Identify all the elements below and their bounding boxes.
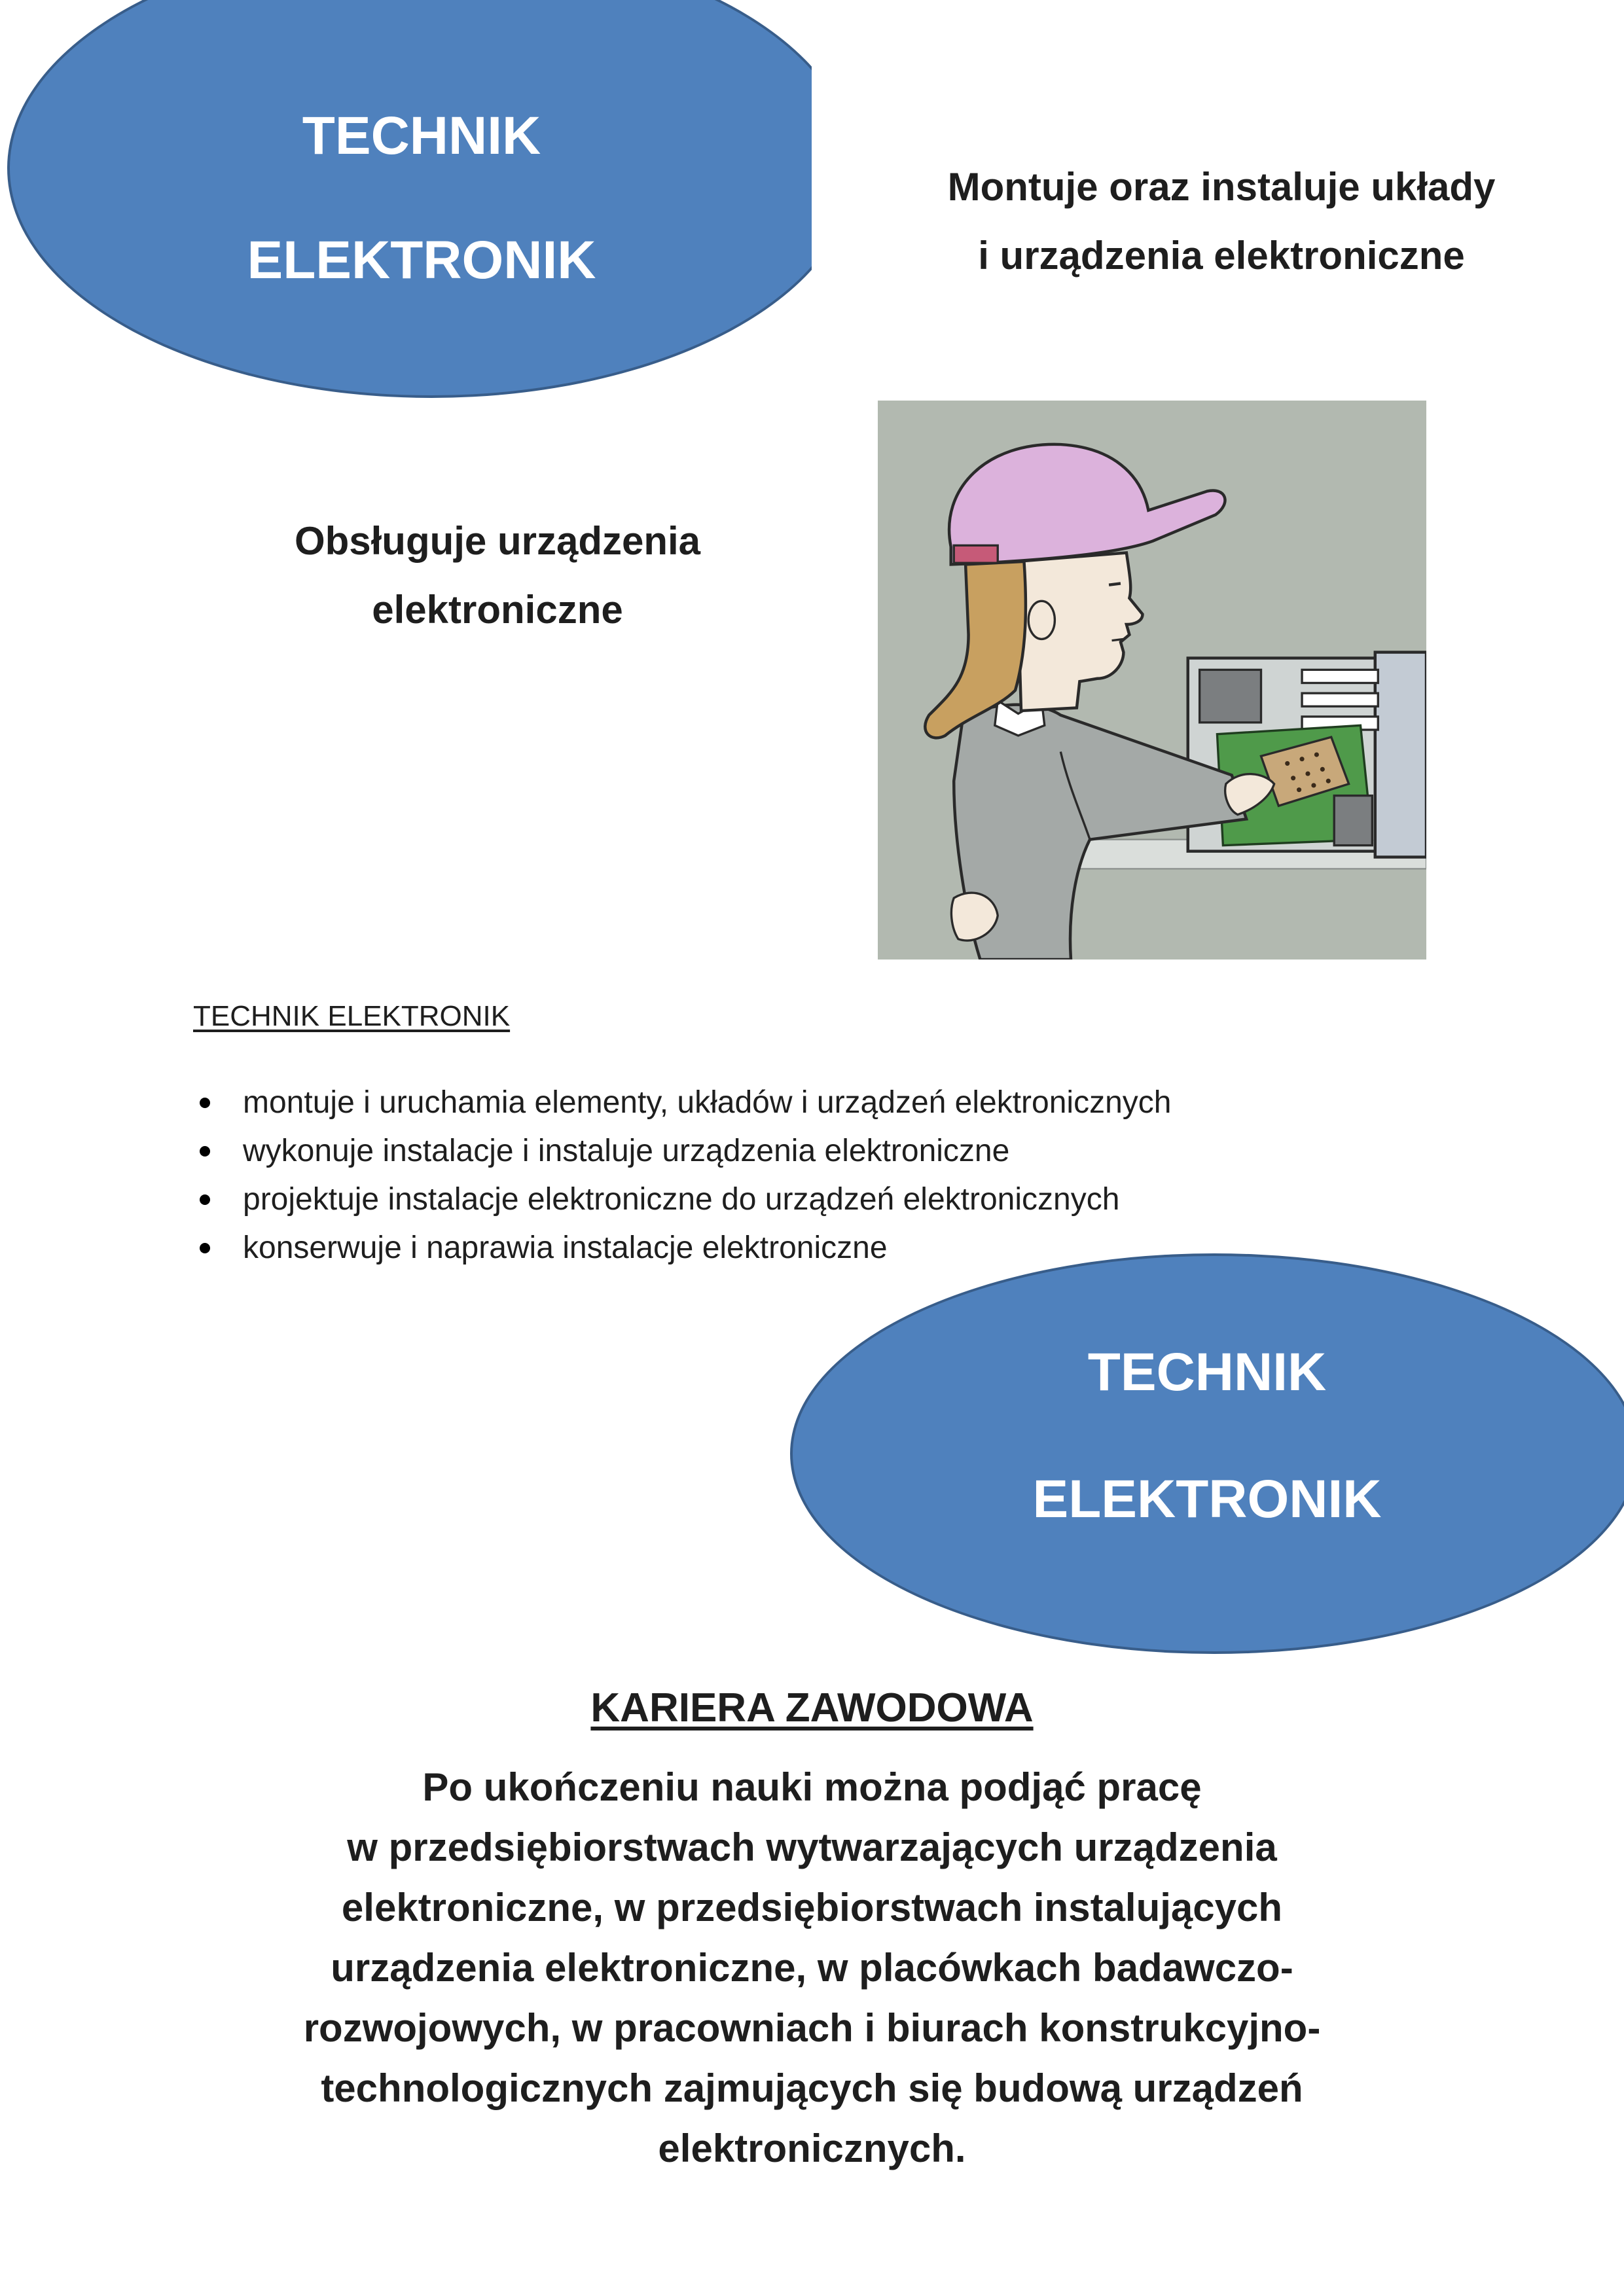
person-eye [1109, 583, 1121, 584]
career-heading [0, 1682, 1624, 1734]
career-line: elektroniczne, w przedsiębiorstwach instalujących [341, 1886, 1283, 1929]
list-item-text: konserwuje i naprawia instalacje elektroniczne [243, 1230, 888, 1265]
list-item-text: montuje i uruchamia elementy, układów i urządzeń elektronicznych [243, 1085, 1172, 1120]
person-ear [1028, 601, 1055, 639]
person-mouth [1112, 639, 1124, 640]
drive-bay [1302, 670, 1378, 683]
bullet-icon [200, 1194, 210, 1205]
bullet-icon [200, 1098, 210, 1108]
career-line: technologicznych zajmujących się budową urządzeń [321, 2066, 1303, 2110]
career-line: urządzenia elektroniczne, w placówkach badawczo- [331, 1946, 1293, 1990]
list-item-text: projektuje instalacje elektroniczne do urządzeń elektronicznych [243, 1182, 1120, 1217]
career-line: Po ukończeniu nauki można podjąć pracę [422, 1765, 1202, 1809]
header-badge [0, 0, 812, 419]
career-line: elektronicznych. [658, 2126, 966, 2170]
tagline-top-line1: Montuje oraz instaluje układy [947, 165, 1496, 209]
second-badge [772, 1237, 1624, 1669]
drive-block [1334, 796, 1372, 846]
header-badge-line1: TECHNIK [302, 106, 541, 166]
technician-illustration [878, 401, 1426, 960]
career-paragraph [0, 1757, 1624, 2179]
second-badge-line2: ELEKTRONIK [1032, 1469, 1382, 1529]
tagline-left-line2: elektroniczne [372, 588, 623, 632]
list-item-text: wykonuje instalacje i instaluje urządzenia elektroniczne [243, 1134, 1010, 1168]
technician-illustration-svg [878, 401, 1426, 960]
bullet-icon [200, 1146, 210, 1157]
power-supply-block [1200, 670, 1261, 722]
list-item [193, 1083, 1437, 1122]
tagline-left-line1: Obsługuje urządzenia [294, 519, 701, 563]
tagline-top-line2: i urządzenia elektroniczne [978, 234, 1465, 278]
second-badge-shape [790, 1253, 1624, 1654]
second-badge-line1: TECHNIK [1087, 1342, 1327, 1402]
list-item [193, 1180, 1437, 1219]
list-item [193, 1132, 1437, 1171]
drive-bay [1302, 693, 1378, 706]
cap-strap [954, 545, 998, 563]
header-badge-shape [7, 0, 812, 398]
career-line: rozwojowych, w pracowniach i biurach konstrukcyjno- [303, 2006, 1321, 2050]
duties-heading: TECHNIK ELEKTRONIK [193, 1000, 511, 1032]
career-heading-text: KARIERA ZAWODOWA [590, 1685, 1034, 1731]
bullet-icon [200, 1243, 210, 1253]
career-line: w przedsiębiorstwach wytwarzających urządzenia [347, 1825, 1277, 1869]
header-badge-line2: ELEKTRONIK [247, 230, 596, 290]
